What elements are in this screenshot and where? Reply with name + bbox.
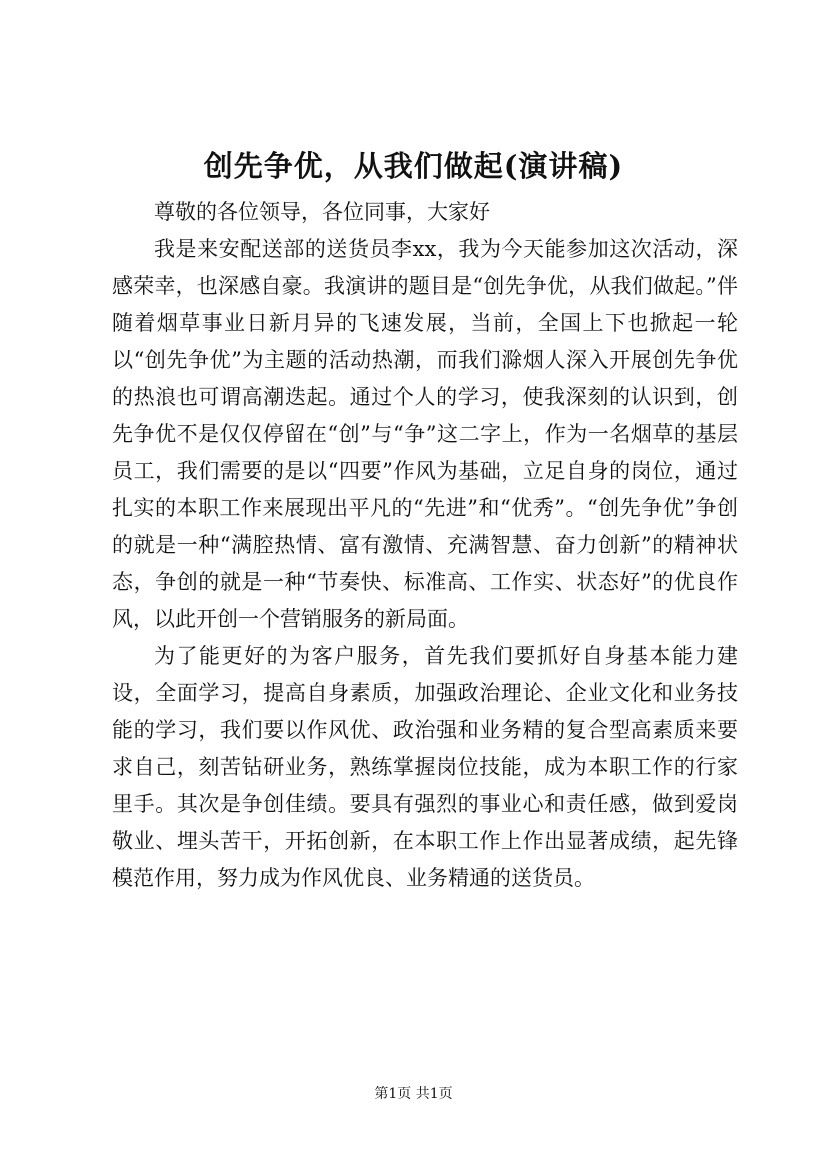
page-footer: 第1页 共1页	[374, 1086, 453, 1102]
greeting-paragraph: 尊敬的各位领导，各位同事，大家好	[154, 200, 490, 224]
document-body	[112, 194, 738, 897]
body-paragraph: 我是来安配送部的送货员李xx，我为今天能参加这次活动，深感荣幸，也深感自豪。我演讲的题目是“创先争优，从我们做起。”伴随着烟草事业日新月异的飞速发展，当前，全国上下也掀起一轮以“创先争优”为主题的活动热潮，而我们滁烟人深入开展创先争优的热浪也可谓高潮迭起。通过个人的学习，使我深刻的认识到，创先争优不是仅仅停留在“创”与“争”这二字上，作为一名烟草的基层员工，我们需要的是以“四要”作风为基础，立足自身的岗位，通过扎实的本职工作来展现出平凡的“先进”和“优秀”。“创先争优”争创的就是一种“满腔热情、富有激情、充满智慧、奋力创新”的精神状态，争创的就是一种“节奏快、标准高、工作实、状态好”的优良作风，以此开创一个营销服务的新局面。	[112, 237, 738, 631]
body-paragraph: 为了能更好的为客户服务，首先我们要抓好自身基本能力建设，全面学习，提高自身素质，加强政治理论、企业文化和业务技能的学习，我们要以作风优、政治强和业务精的复合型高素质来要求自己，刻苦钻研业务，熟练掌握岗位技能，成为本职工作的行家里手。其次是争创佳绩。要具有强烈的事业心和责任感，做到爱岗敬业、埋头苦干，开拓创新，在本职工作上作出显著成绩，起先锋模范作用，努力成为作风优良、业务精通的送货员。	[112, 644, 738, 890]
document-title: 创先争优，从我们做起(演讲稿)	[203, 149, 624, 183]
